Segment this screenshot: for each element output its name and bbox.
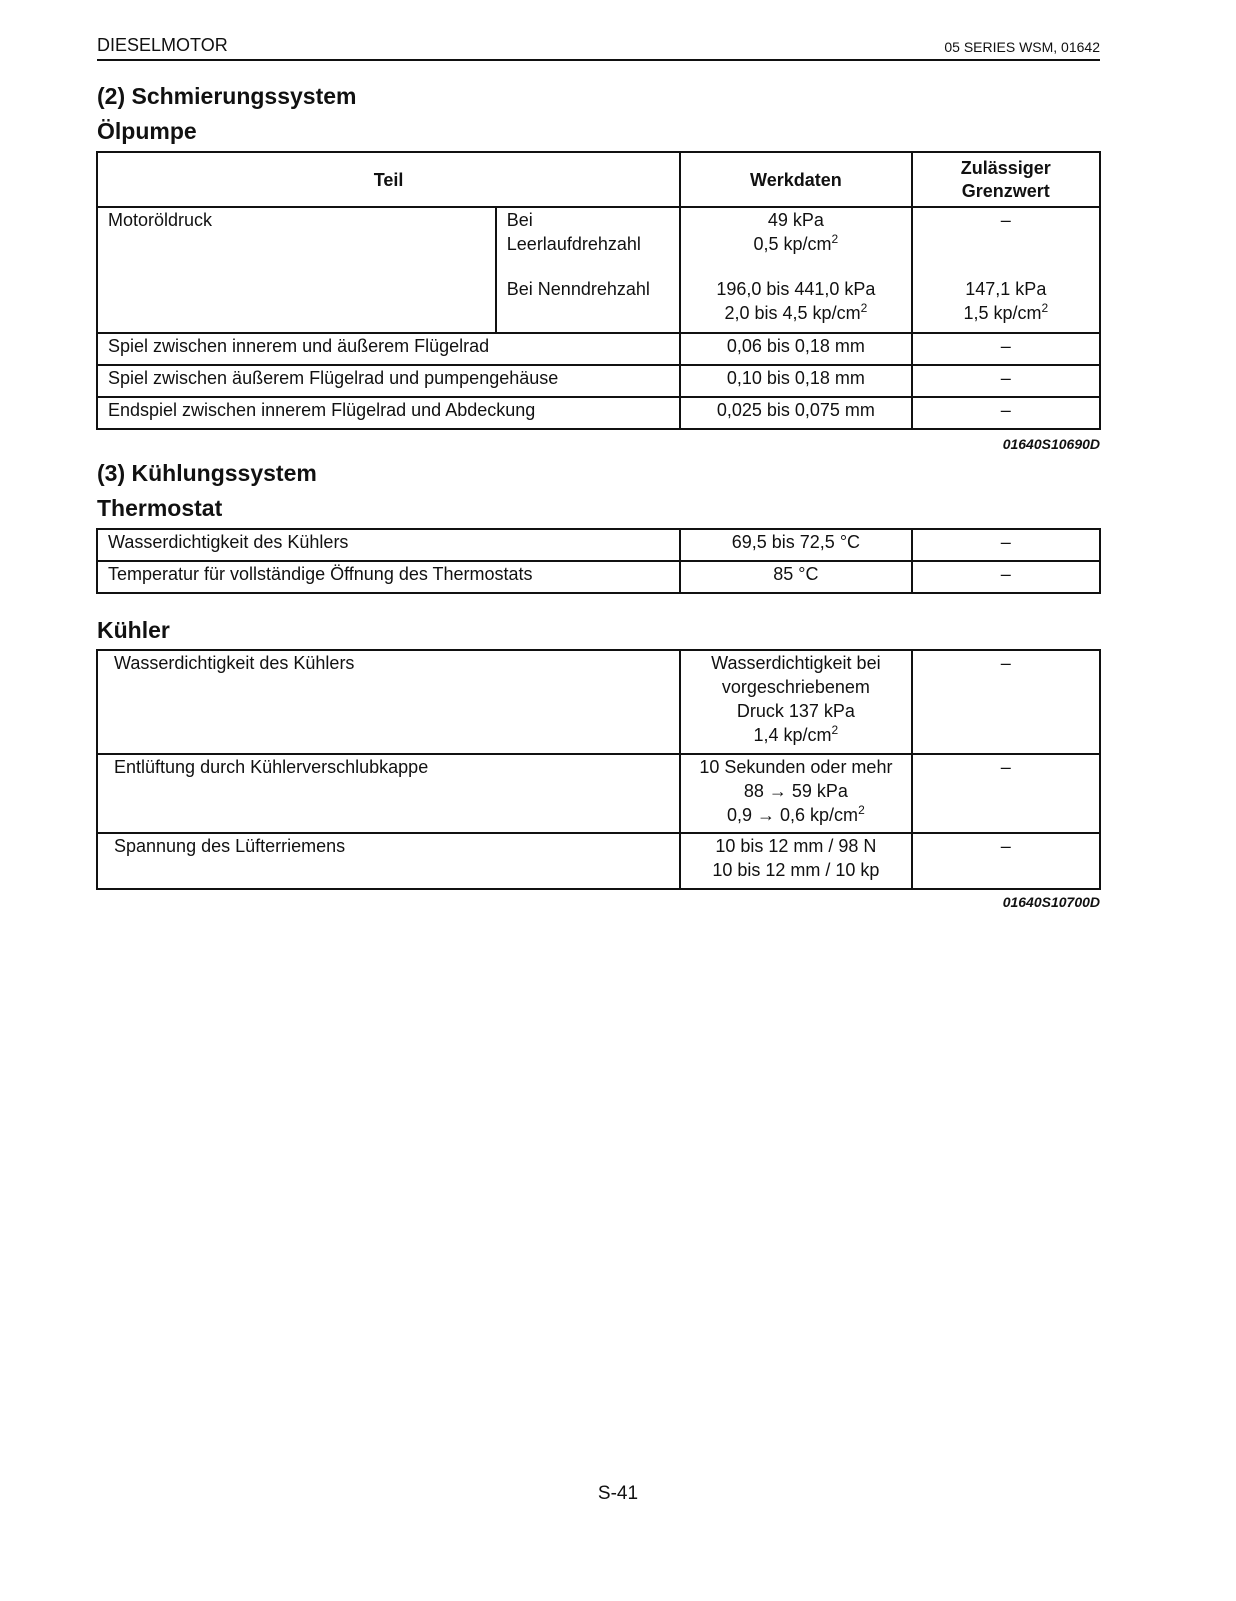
table-row: [97, 207, 1100, 277]
header-title: DIESELMOTOR: [97, 35, 228, 55]
thermostat-title: Thermostat: [97, 495, 223, 521]
header-limit-line1: Zulässiger: [960, 157, 1051, 178]
row-value: 0,06 bis 0,18 mm: [680, 333, 911, 365]
table-row: [97, 833, 1100, 889]
row-limit: –: [912, 754, 1100, 833]
value-line: 1,4 kp/cm: [753, 725, 832, 745]
header-part: Teil: [97, 152, 680, 207]
table-row: [97, 650, 1100, 754]
value-line: Wasserdichtigkeit bei: [711, 653, 881, 673]
idle-value: [680, 207, 911, 277]
page-header: [97, 35, 1100, 61]
value-line: 0,9 → 0,6 kp/cm: [727, 805, 859, 825]
idle-cond-line1: Bei: [506, 210, 533, 230]
header-doc-id: 05 SERIES WSM, 01642: [944, 39, 1100, 55]
row-limit: –: [912, 650, 1100, 754]
table-row: [97, 397, 1100, 429]
row-limit: –: [912, 561, 1100, 593]
thermostat-table: [96, 528, 1101, 594]
value-line: vorgeschriebenem: [721, 677, 870, 697]
row-part: Wasserdichtigkeit des Kühlers: [97, 529, 680, 561]
radiator-table: [96, 649, 1101, 890]
row-part: Endspiel zwischen innerem Flügelrad und Abdeckung: [97, 397, 680, 429]
rated-val-line1: 196,0 bis 441,0 kPa: [716, 279, 876, 299]
idle-val-line1: 49 kPa: [767, 210, 824, 230]
ref-code: 01640S10700D: [1002, 894, 1100, 910]
row-value: 69,5 bis 72,5 °C: [680, 529, 911, 561]
idle-val-line2: 0,5 kp/cm: [753, 234, 832, 254]
value-line: Druck 137 kPa: [736, 701, 855, 721]
idle-condition: [496, 207, 680, 277]
page-number: S-41: [597, 1483, 639, 1504]
row-part: Temperatur für vollständige Öffnung des Thermostats: [97, 561, 680, 593]
value-line: 10 Sekunden oder mehr: [699, 757, 893, 777]
row-part: Entlüftung durch Kühlerverschlubkappe: [97, 754, 680, 833]
table-row: [97, 333, 1100, 365]
row-part: Spiel zwischen äußerem Flügelrad und pumpengehäuse: [97, 365, 680, 397]
radiator-title: Kühler: [97, 617, 170, 643]
row-value: [680, 754, 911, 833]
row-value: 0,10 bis 0,18 mm: [680, 365, 911, 397]
rated-val-line2: 2,0 bis 4,5 kp/cm: [724, 303, 861, 323]
rated-value: [680, 277, 911, 333]
oil-pressure-label: Motoröldruck: [97, 207, 496, 333]
row-limit: –: [912, 333, 1100, 365]
table-row: [97, 365, 1100, 397]
header-limit: [912, 152, 1100, 207]
row-value: 85 °C: [680, 561, 911, 593]
header-factory: Werkdaten: [680, 152, 911, 207]
oil-pump-title: Ölpumpe: [97, 118, 197, 144]
value-line: 10 bis 12 mm / 98 N: [715, 836, 877, 856]
value-line: 10 bis 12 mm / 10 kp: [712, 860, 880, 880]
superscript: 2: [860, 301, 868, 315]
table-row: [97, 754, 1100, 833]
table-row: [97, 561, 1100, 593]
row-part: Spiel zwischen innerem und äußerem Flügelrad: [97, 333, 680, 365]
rated-condition: Bei Nenndrehzahl: [496, 277, 680, 333]
row-value: [680, 833, 911, 889]
idle-cond-line2: Leerlaufdrehzahl: [506, 234, 641, 254]
rated-limit-line2: 1,5 kp/cm: [963, 303, 1042, 323]
ref-code: 01640S10690D: [1002, 436, 1100, 452]
row-limit: –: [912, 529, 1100, 561]
table-header-row: [97, 152, 1100, 207]
section-2-title: (2) Schmierungssystem: [97, 83, 357, 109]
rated-limit-line1: 147,1 kPa: [965, 279, 1047, 299]
superscript: 2: [858, 803, 865, 817]
idle-limit: –: [912, 207, 1100, 277]
row-part: Spannung des Lüfterriemens: [97, 833, 680, 889]
oil-pump-table: [96, 151, 1101, 430]
row-part: Wasserdichtigkeit des Kühlers: [97, 650, 680, 754]
superscript: 2: [1041, 301, 1049, 315]
header-limit-line2: Grenzwert: [961, 180, 1050, 201]
row-limit: –: [912, 833, 1100, 889]
table-row: [97, 529, 1100, 561]
superscript: 2: [831, 232, 839, 246]
superscript: 2: [831, 723, 839, 737]
row-limit: –: [912, 397, 1100, 429]
row-value: [680, 650, 911, 754]
row-value: 0,025 bis 0,075 mm: [680, 397, 911, 429]
section-3-title: (3) Kühlungssystem: [97, 460, 317, 486]
value-line: 88 → 59 kPa: [743, 781, 848, 801]
row-limit: –: [912, 365, 1100, 397]
rated-limit: [912, 277, 1100, 333]
